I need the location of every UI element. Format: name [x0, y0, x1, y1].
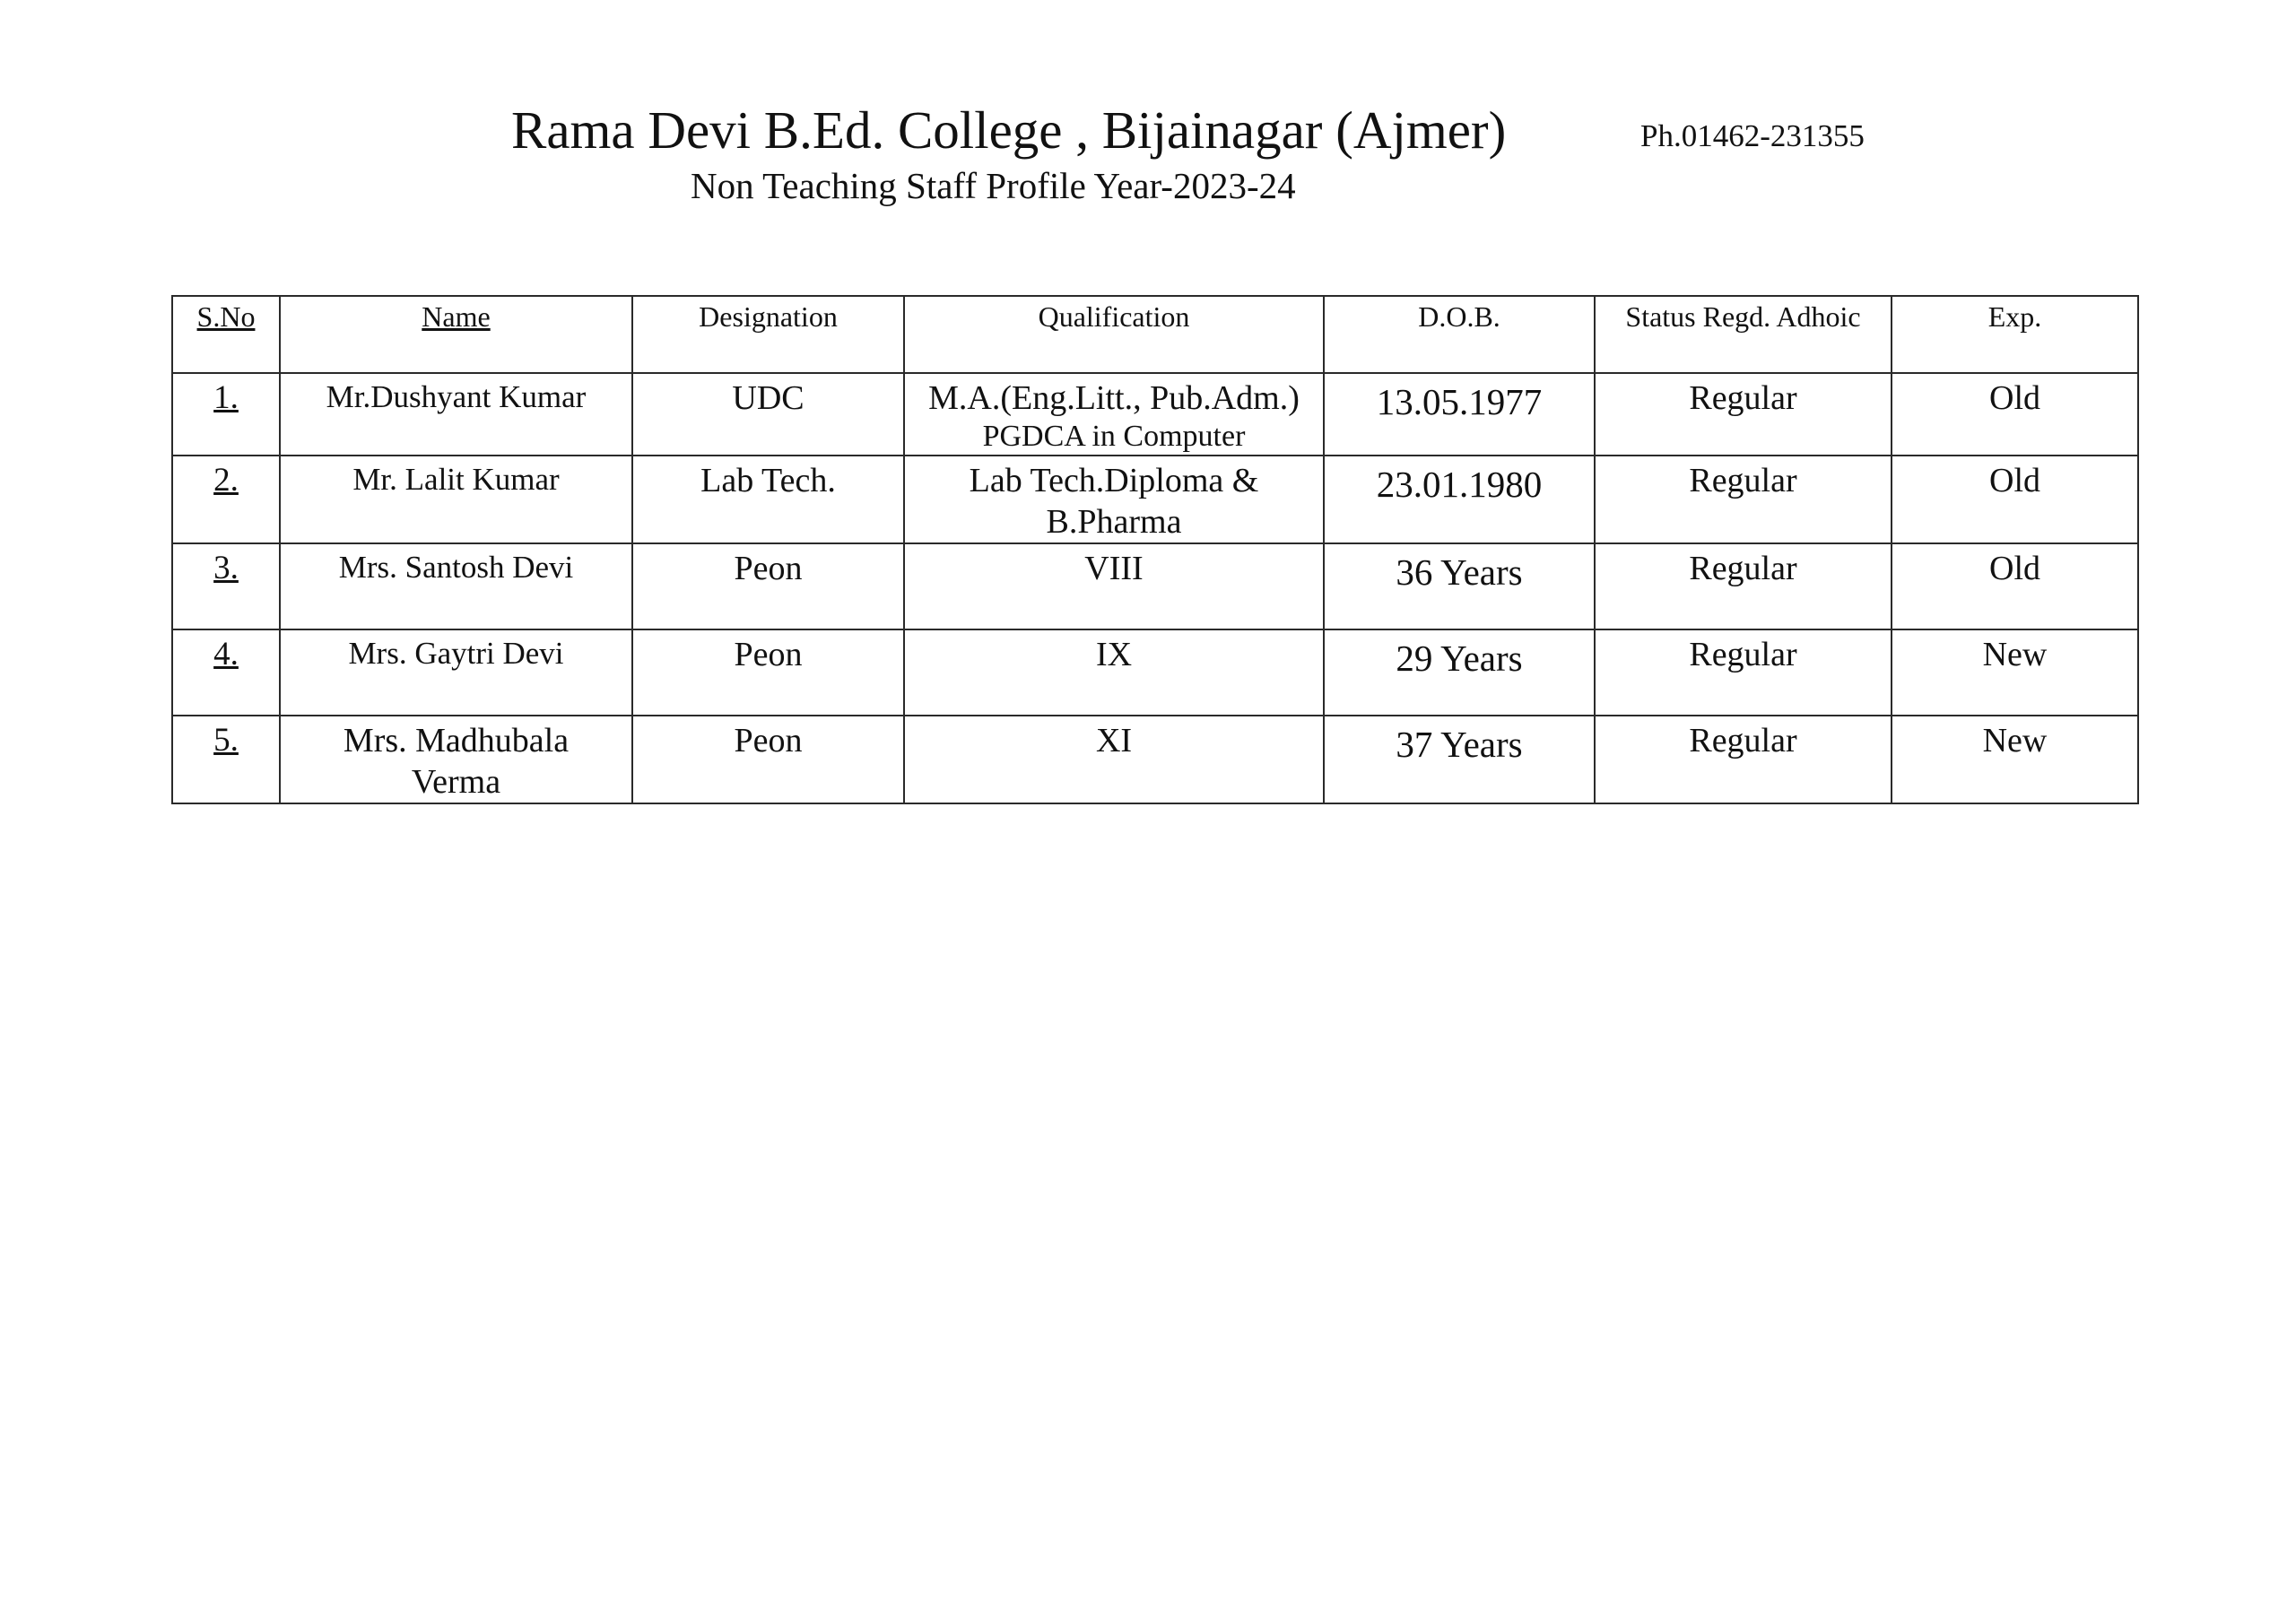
cell-sno: 4. — [172, 629, 280, 716]
cell-name: Mr.Dushyant Kumar — [280, 373, 632, 456]
cell-dob: 37 Years — [1324, 716, 1595, 803]
cell-sno: 1. — [172, 373, 280, 456]
phone-number: Ph.01462-231355 — [1640, 118, 1865, 153]
cell-exp: New — [1892, 629, 2138, 716]
cell-designation: Peon — [632, 543, 904, 629]
cell-dob: 36 Years — [1324, 543, 1595, 629]
cell-dob: 13.05.1977 — [1324, 373, 1595, 456]
college-title: Rama Devi B.Ed. College , Bijainagar (Ajmer) — [511, 100, 1507, 160]
cell-qualification: M.A.(Eng.Litt., Pub.Adm.) PGDCA in Computer — [904, 373, 1324, 456]
table-row — [172, 716, 2138, 803]
cell-designation: Peon — [632, 629, 904, 716]
column-header-name: Name — [280, 296, 632, 373]
staff-table — [171, 295, 2139, 804]
table-row — [172, 629, 2138, 716]
cell-status: Regular — [1595, 716, 1892, 803]
cell-exp: New — [1892, 716, 2138, 803]
table-row — [172, 373, 2138, 456]
cell-qualification: VIII — [904, 543, 1324, 629]
column-header-status: Status Regd. Adhoic — [1595, 296, 1892, 373]
column-header-qualification: Qualification — [904, 296, 1324, 373]
cell-sno: 5. — [172, 716, 280, 803]
cell-exp: Old — [1892, 373, 2138, 456]
cell-status: Regular — [1595, 543, 1892, 629]
cell-qualification: IX — [904, 629, 1324, 716]
column-header-sno: S.No — [172, 296, 280, 373]
cell-designation: Lab Tech. — [632, 456, 904, 543]
cell-status: Regular — [1595, 629, 1892, 716]
document-subtitle: Non Teaching Staff Profile Year-2023-24 — [691, 165, 1296, 206]
cell-dob: 23.01.1980 — [1324, 456, 1595, 543]
cell-name: Mr. Lalit Kumar — [280, 456, 632, 543]
column-header-dob: D.O.B. — [1324, 296, 1595, 373]
cell-status: Regular — [1595, 373, 1892, 456]
cell-sno: 3. — [172, 543, 280, 629]
cell-designation: UDC — [632, 373, 904, 456]
cell-name: Mrs. Gaytri Devi — [280, 629, 632, 716]
cell-qualification: Lab Tech.Diploma & B.Pharma — [904, 456, 1324, 543]
name-line-2: Verma — [411, 763, 501, 801]
column-header-exp: Exp. — [1892, 296, 2138, 373]
qualification-line-2: PGDCA in Computer — [982, 420, 1246, 453]
table-row — [172, 456, 2138, 543]
cell-dob: 29 Years — [1324, 629, 1595, 716]
cell-qualification: XI — [904, 716, 1324, 803]
cell-name: Mrs. Madhubala Verma — [280, 716, 632, 803]
cell-exp: Old — [1892, 543, 2138, 629]
table-row — [172, 543, 2138, 629]
cell-sno: 2. — [172, 456, 280, 543]
cell-name: Mrs. Santosh Devi — [280, 543, 632, 629]
column-header-designation: Designation — [632, 296, 904, 373]
cell-exp: Old — [1892, 456, 2138, 543]
table-header-row — [172, 296, 2138, 373]
cell-designation: Peon — [632, 716, 904, 803]
cell-status: Regular — [1595, 456, 1892, 543]
qualification-line-2: B.Pharma — [1046, 503, 1182, 541]
